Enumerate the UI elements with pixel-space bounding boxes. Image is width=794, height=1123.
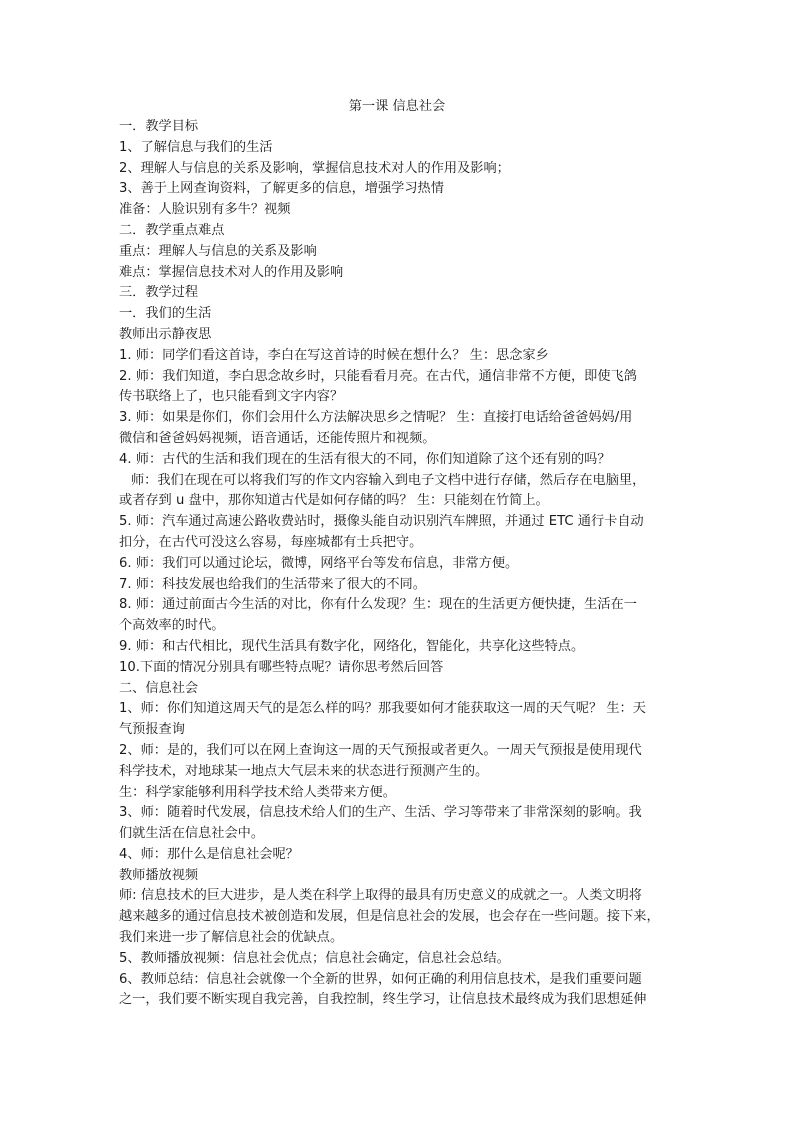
paragraph-line: 9. 师：和古代相比，现代生活具有数字化，网络化，智能化，共享化这些特点。 — [119, 638, 585, 654]
paragraph-line: 传书联络上了，也只能看到文字内容？ — [119, 389, 344, 405]
paragraph-line: 1、师：你们知道这周天气的是怎么样的吗？那我要如何才能获取这一周的天气呢？ 生：天 — [119, 701, 646, 717]
paragraph-line: 教师播放视频 — [119, 867, 199, 883]
paragraph-line: 一．我们的生活 — [119, 306, 212, 322]
paragraph-line: 生：科学家能够利用科学技术给人类带来方便。 — [119, 784, 396, 800]
paragraph-line: 重点：理解人与信息的关系及影响 — [119, 243, 317, 259]
paragraph-line: 10.下面的情况分别具有哪些特点呢？请你思考然后回答 — [119, 659, 444, 675]
paragraph-line: 扣分，在古代可没这么容易，每座城都有士兵把守。 — [119, 534, 423, 550]
paragraph-line: 个高效率的时代。 — [119, 618, 225, 634]
paragraph-line: 微信和爸爸妈妈视频，语音通话，还能传照片和视频。 — [119, 430, 436, 446]
paragraph-line: 3、善于上网查询资料，了解更多的信息，增强学习热情 — [119, 181, 444, 197]
document-title: 第一课 信息社会 — [348, 99, 446, 114]
paragraph-line: 科学技术，对地球某一地点大气层未来的状态进行预测产生的。 — [119, 763, 489, 779]
paragraph-line: 二．教学重点难点 — [119, 222, 225, 238]
paragraph-line: 师: 信息技术的巨大进步，是人类在科学上取得的最具有历史意义的成就之一。人类文明将 — [119, 888, 642, 904]
paragraph-line: 难点：掌握信息技术对人的作用及影响 — [119, 264, 344, 280]
document-page — [119, 96, 675, 1011]
paragraph-line: 4、师：那什么是信息社会呢？ — [119, 846, 299, 862]
paragraph-line: 们就生活在信息社会中。 — [119, 826, 265, 842]
paragraph-line: 6. 师：我们可以通过论坛，微博，网络平台等发布信息，非常方便。 — [119, 555, 519, 571]
paragraph-line: 越来越多的通过信息技术被创造和发展，但是信息社会的发展，也会存在一些问题。接下来， — [119, 909, 660, 925]
paragraph-line: 2. 师：我们知道，李白思念故乡时，只能看看月亮。在古代，通信非常不方便，即使飞鸽 — [119, 368, 637, 384]
paragraph-line: 师：我们在现在可以将我们写的作文内容输入到电子文档中进行存储，然后存在电脑里， — [131, 472, 646, 488]
paragraph-line: 二、信息社会 — [119, 680, 199, 696]
paragraph-line: 2、理解人与信息的关系及影响，掌握信息技术对人的作用及影响； — [119, 160, 510, 176]
paragraph-line: 3. 师：如果是你们，你们会用什么方法解决思乡之情呢？ 生：直接打电话给爸爸妈妈/用 — [119, 410, 633, 426]
paragraph-line: 气预报查询 — [119, 722, 185, 738]
paragraph-line: 7. 师：科技发展也给我们的生活带来了很大的不同。 — [119, 576, 426, 592]
paragraph-line: 2、师：是的，我们可以在网上查询这一周的天气预报或者更久。一周天气预报是使用现代 — [119, 742, 642, 758]
paragraph-line: 1、了解信息与我们的生活 — [119, 139, 273, 155]
paragraph-line: 5、教师播放视频：信息社会优点；信息社会确定，信息社会总结。 — [119, 950, 510, 966]
paragraph-line: 三．教学过程 — [119, 285, 199, 301]
document-body — [119, 117, 675, 1011]
paragraph-line: 4. 师：古代的生活和我们现在的生活有很大的不同，你们知道除了这个还有别的吗？ — [119, 451, 611, 467]
paragraph-line: 1. 师：同学们看这首诗，李白在写这首诗的时候在想什么？ 生：思念家乡 — [119, 347, 549, 363]
paragraph-line: 准备：人脸识别有多牛？视频 — [119, 202, 291, 218]
paragraph-line: 一．教学目标 — [119, 119, 199, 134]
paragraph-line: 3、师：随着时代发展，信息技术给人们的生产、生活、学习等带来了非常深刻的影响。我 — [119, 805, 642, 821]
paragraph-line: 我们来进一步了解信息社会的优缺点。 — [119, 930, 344, 946]
paragraph-line: 5. 师：汽车通过高速公路收费站时，摄像头能自动识别汽车牌照，并通过 ETC 通行卡自动 — [119, 514, 644, 530]
paragraph-line: 教师出示静夜思 — [119, 326, 212, 342]
paragraph-line: 之一，我们要不断实现自我完善，自我控制，终生学习，让信息技术最终成为我们思想延伸 — [119, 992, 647, 1008]
paragraph-line: 8. 师：通过前面古今生活的对比，你有什么发现？生：现在的生活更方便快捷，生活在一 — [119, 597, 637, 613]
paragraph-line: 或者存到 u 盘中，那你知道古代是如何存储的吗？ 生：只能刻在竹简上。 — [119, 493, 549, 509]
paragraph-line: 6、教师总结：信息社会就像一个全新的世界，如何正确的利用信息技术，是我们重要问题 — [119, 971, 642, 987]
